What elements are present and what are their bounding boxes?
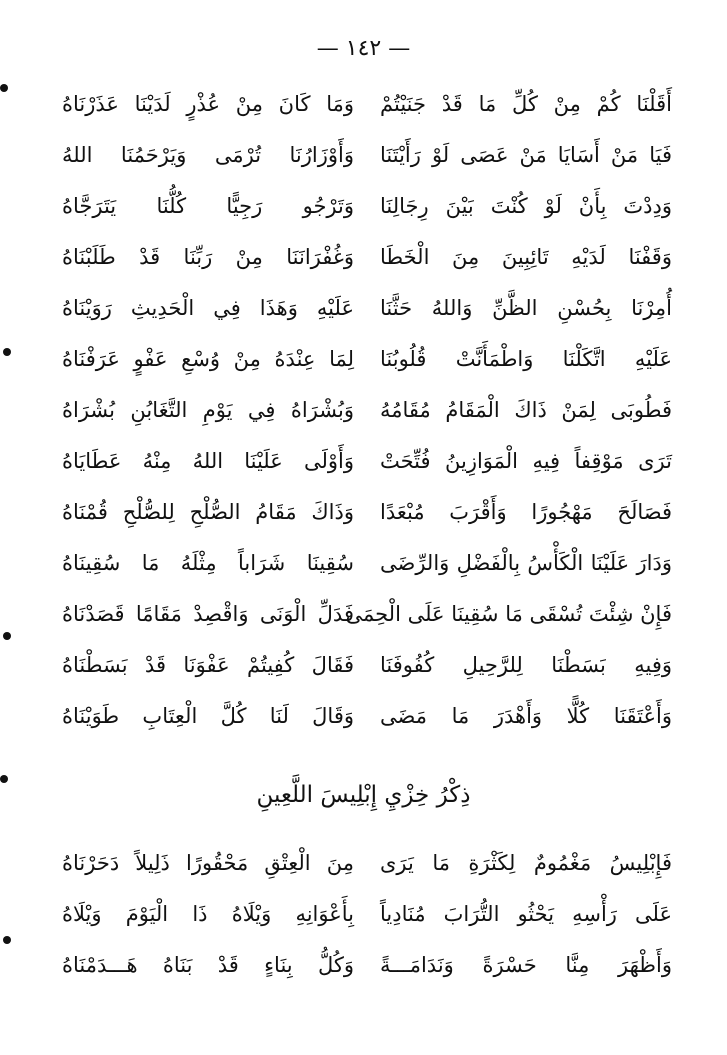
verse-first-hemistich: وَأَعْتَقَنَا كُلًّا وَأَهْدَرَ مَا مَضَى <box>380 703 672 728</box>
verse-first-hemistich: عَلَيْهِ اتَّكَلْنَا وَاطْمَأَنَّتْ قُلُوبُنَا <box>380 346 672 371</box>
verse-second-hemistich: وَذَاكَ مَقَامُ الصُّلْحِ لِلصُّلْحِ قُمْنَاهُ <box>62 499 354 524</box>
page-number: — ١٤٢ — <box>316 36 411 61</box>
verse-first-hemistich: عَلَى رَأْسِهِ يَحْثُو التُّرَابَ مُنَادِياً <box>380 901 672 926</box>
verse-first-hemistich: أَقَلْنَا كُمْ مِنْ كُلِّ مَا قَدْ جَنَيْتُمْ <box>380 91 672 116</box>
verse-row <box>62 639 672 690</box>
verse-second-hemistich: وَأَوْزَارُنَا تُرْمَى وَيَرْحَمُنَا اللهُ <box>62 142 354 167</box>
verse-row <box>62 435 672 486</box>
verse-row <box>62 486 672 537</box>
verse-first-hemistich: فَإِنْ شِئْتَ تُسْقَى مَا سُقِينَا عَلَى الْحِمَى <box>345 601 672 626</box>
verse-second-hemistich: وَأَوْلَى عَلَيْنَا اللهُ مِنْهُ عَطَايَاهُ <box>62 448 354 473</box>
verse-row <box>62 231 672 282</box>
verse-first-hemistich: وَدَارَ عَلَيْنَا الْكَأْسُ بِالْفَضْلِ وَالرِّضَى <box>380 550 672 575</box>
verse-row <box>62 537 672 588</box>
verse-first-hemistich: فَإِبْلِيسُ مَغْمُومٌ لِكَثْرَةِ مَا يَرَى <box>380 850 672 875</box>
verse-second-hemistich: مِنَ الْعِتْقِ مَحْقُورًا ذَلِيلاً دَحَرْنَاهُ <box>62 850 354 875</box>
verse-second-hemistich: وَتَرْجُو رَجِيًّا كُلُّنَا يَتَرَجَّاهُ <box>62 193 354 218</box>
verse-second-hemistich: فَدَلِّ الْوَنَى وَاقْصِدْ مَقَامًا قَصَدْنَاهُ <box>62 601 354 626</box>
verse-first-hemistich: فَصَالَحَ مَهْجُورًا وَأَقْرَبَ مُبْعَدًا <box>380 499 672 524</box>
verse-row <box>62 129 672 180</box>
verse-second-hemistich: وَبُشْرَاهُ فِي يَوْمِ التَّغَابُنِ بُشْرَاهُ <box>62 397 354 422</box>
verse-row <box>62 282 672 333</box>
verse-first-hemistich: وَقَفْنَا لَدَيْهِ تَائِبِينَ مِنَ الْخَطَا <box>380 244 672 269</box>
verse-row <box>62 588 672 639</box>
page-edge-mark <box>3 348 11 356</box>
verse-first-hemistich: تَرَى مَوْقِفاً فِيهِ الْمَوَازِينُ فُتِّحَتْ <box>380 448 672 473</box>
verse-second-hemistich: بِأَعْوَانِهِ وَيْلَاهُ ذَا الْيَوْمَ وَيْلَاهُ <box>62 901 354 926</box>
verse-row <box>62 180 672 231</box>
verse-row <box>62 78 672 129</box>
verse-second-hemistich: وَكُلُّ بِنَاءٍ قَدْ بَنَاهُ هَـــدَمْنَاهُ <box>62 952 354 977</box>
verse-row <box>62 384 672 435</box>
verse-row <box>62 888 672 939</box>
verse-first-hemistich: فَطُوبَى لِمَنْ ذَاكَ الْمَقَامُ مُقَامُهُ <box>380 397 672 422</box>
verse-row <box>62 690 672 741</box>
verse-first-hemistich: أُمِرْنَا بِحُسْنِ الظَّنِّ وَاللهُ حَثَّنَا <box>380 295 672 320</box>
page-edge-mark <box>0 775 8 783</box>
verse-first-hemistich: وَدِدْتَ بِأَنْ لَوْ كُنْتَ بَيْنَ رِجَالِنَا <box>380 193 672 218</box>
verse-second-hemistich: وَقَالَ لَنَا كُلَّ الْعِتَابِ طَوَيْنَاهُ <box>62 703 354 728</box>
verse-second-hemistich: وَمَا كَانَ مِنْ عُذْرٍ لَدَيْنَا عَذَرْنَاهُ <box>62 91 354 116</box>
verse-second-hemistich: فَقَالَ كُفِيتُمْ عَفْوَنَا قَدْ بَسَطْنَاهُ <box>62 652 354 677</box>
verse-row <box>62 333 672 384</box>
verse-second-hemistich: عَلَيْهِ وَهَذَا فِي الْحَدِيثِ رَوَيْنَاهُ <box>62 295 354 320</box>
verse-row <box>62 939 672 990</box>
page-edge-mark <box>0 84 8 92</box>
verse-first-hemistich: وَأَظْهَرَ مِنَّا حَسْرَةً وَنَدَامَـــةً <box>380 952 672 977</box>
page-edge-mark <box>3 936 11 944</box>
poem-block-1 <box>62 78 672 741</box>
poem-block-2 <box>62 837 672 990</box>
verse-second-hemistich: سُقِينَا شَرَاباً مِثْلَهُ مَا سُقِينَاهُ <box>62 550 354 575</box>
verse-row <box>62 837 672 888</box>
section-heading: ذِكْرُ خِزْيِ إِبْلِيسَ اللَّعِينِ <box>256 782 471 808</box>
page-edge-mark <box>3 632 11 640</box>
verse-first-hemistich: فَيَا مَنْ أَسَايَا مَنْ عَصَى لَوْ رَأَيْتَنَا <box>380 142 672 167</box>
verse-second-hemistich: وَغُفْرَانَنَا مِنْ رَبِّنَا قَدْ طَلَبْنَاهُ <box>62 244 354 269</box>
verse-second-hemistich: لِمَا عِنْدَهُ مِنْ وُسْعِ عَفْوٍ عَرَفْنَاهُ <box>62 346 354 371</box>
verse-first-hemistich: وَفِيهِ بَسَطْنَا لِلرَّحِيلِ كُفُوفَنَا <box>380 652 672 677</box>
